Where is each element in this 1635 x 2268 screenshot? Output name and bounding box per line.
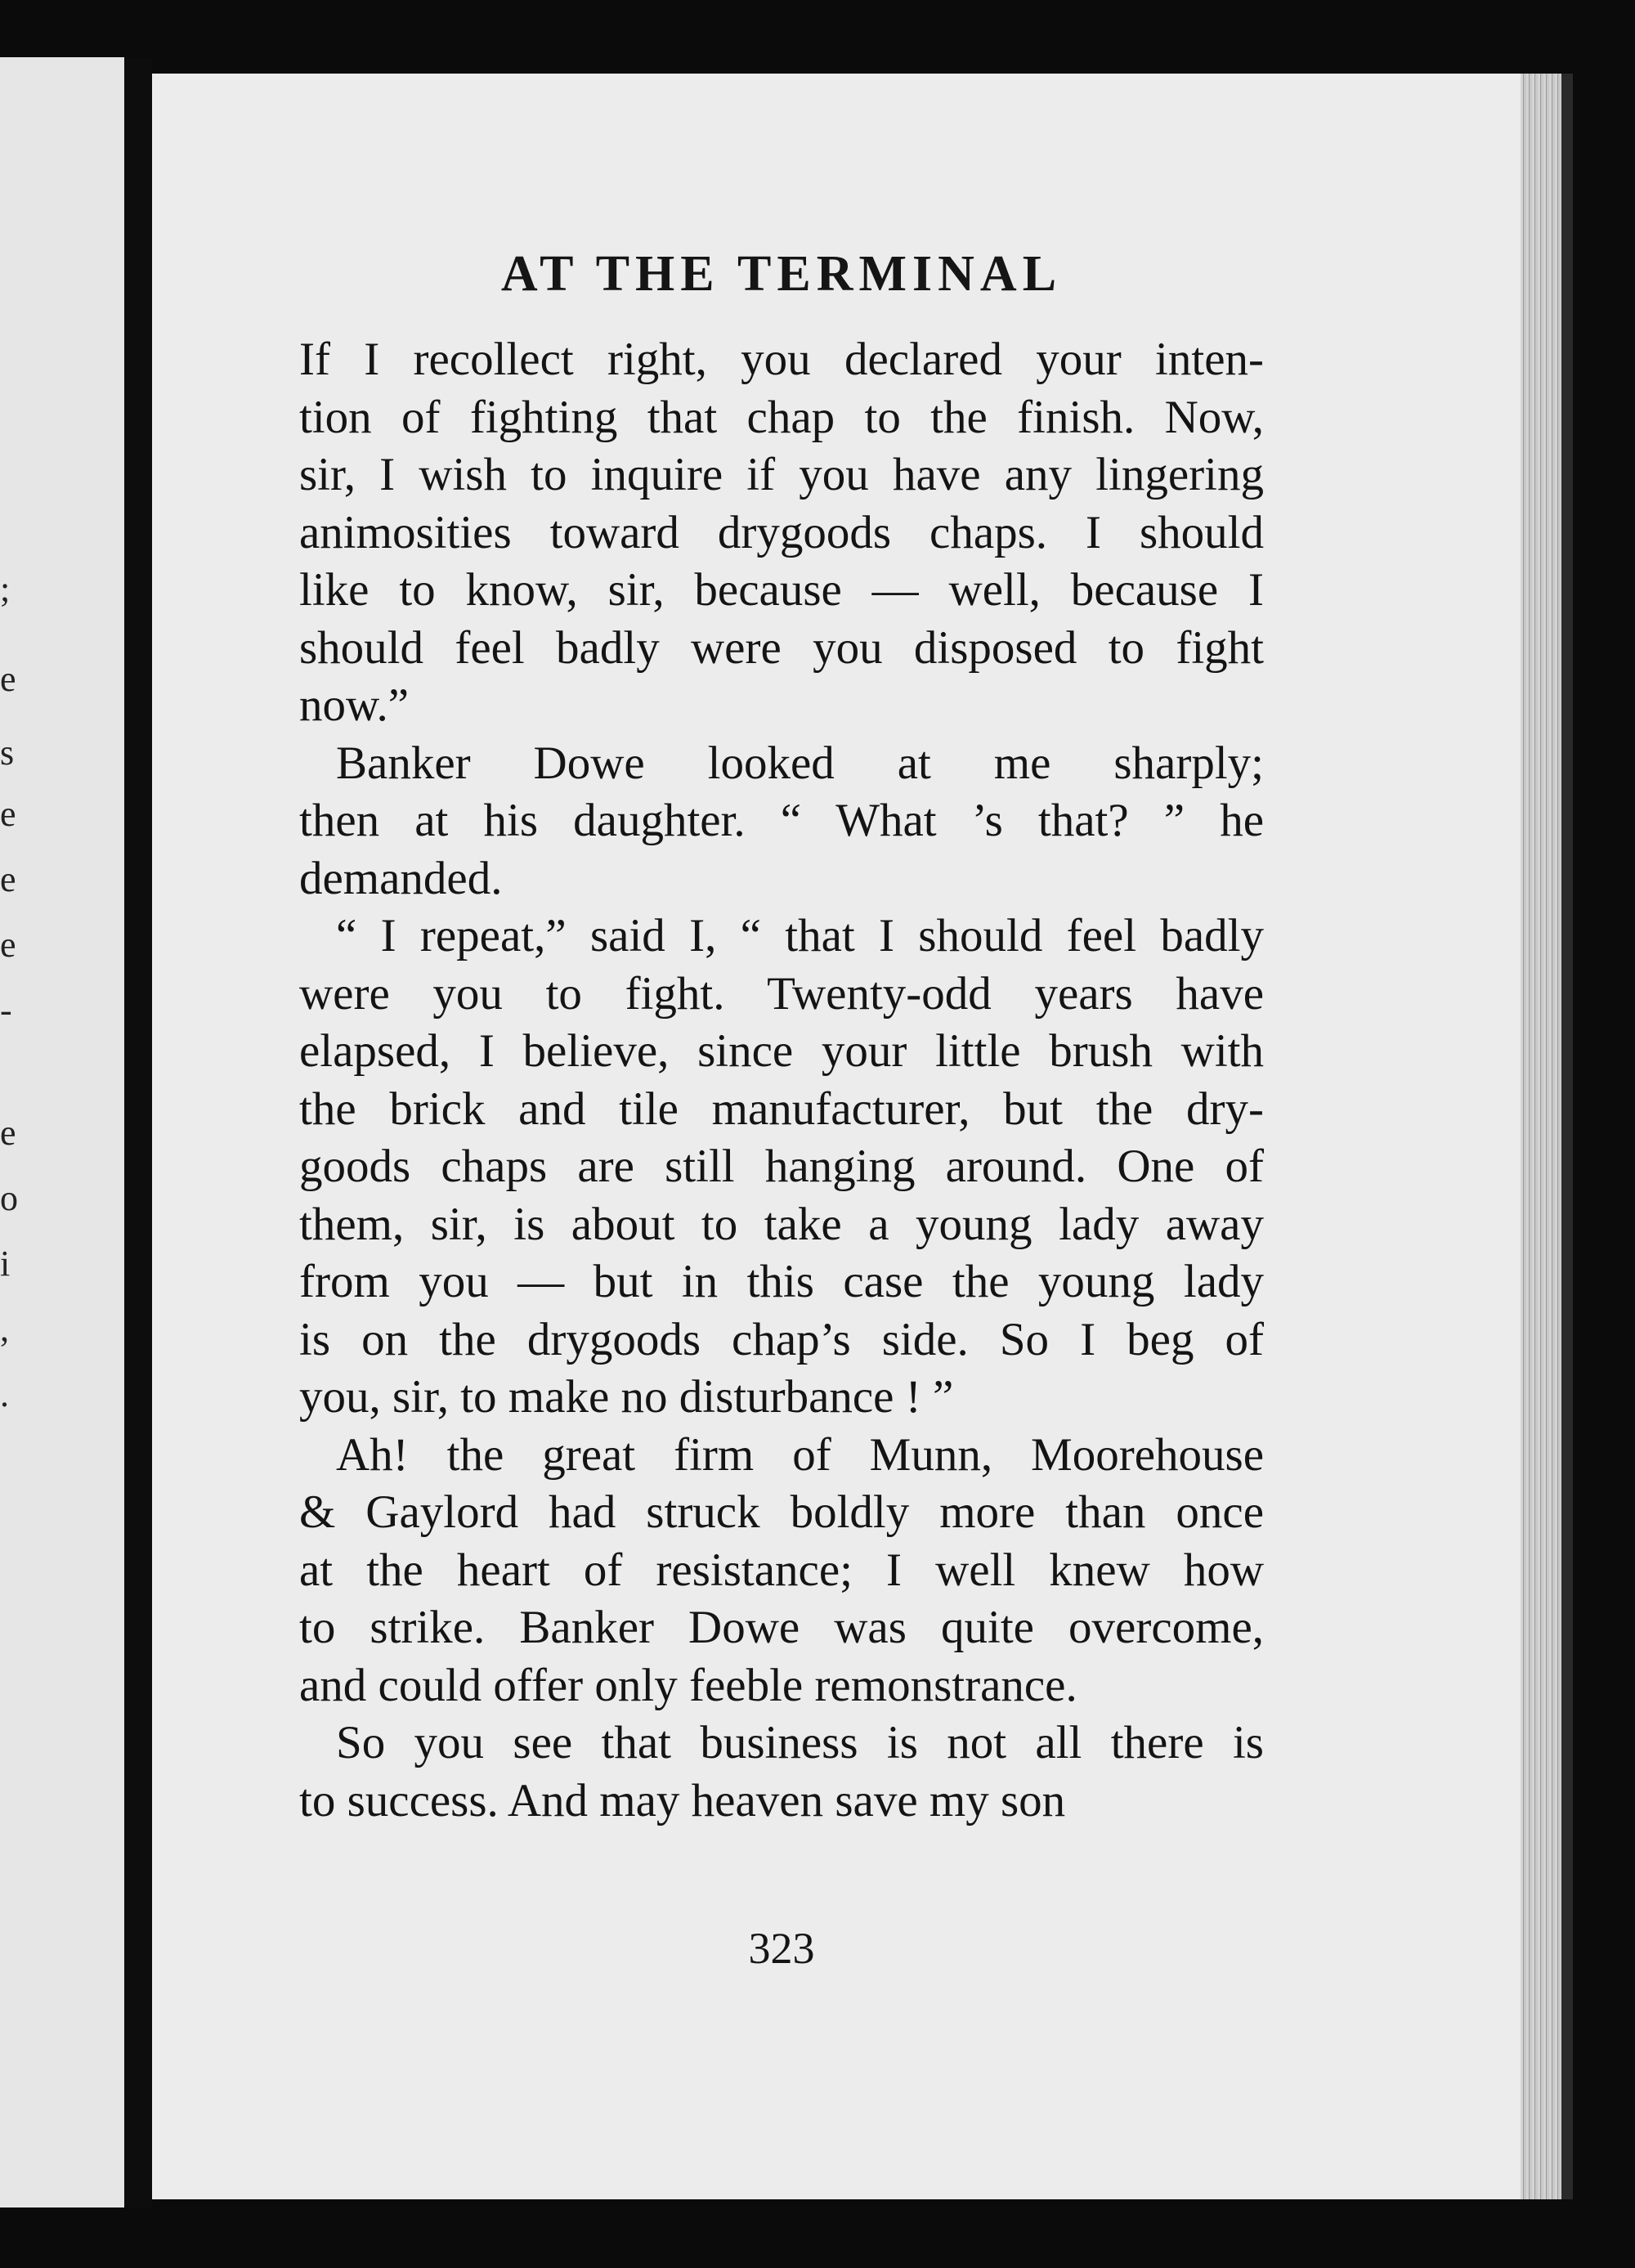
text-line: to strike. Banker Dowe was quite overcome, [299, 1602, 1264, 1653]
facing-page-text-fragment: , [0, 1309, 9, 1349]
facing-page-edge [0, 57, 124, 2207]
text-line: If I recollect right, you declared your inten- [299, 334, 1264, 385]
text-line: sir, I wish to inquire if you have any lingering [299, 449, 1264, 500]
body-text [299, 331, 1264, 1830]
facing-page-text-fragment: e [0, 794, 16, 834]
text-line: from you — but in this case the young lady [299, 1256, 1264, 1307]
facing-page-text-fragment: e [0, 925, 16, 965]
facing-page-text-fragment: ; [0, 569, 11, 609]
text-line: Ah! the great firm of Munn, Moorehouse [336, 1428, 1264, 1481]
text-line: “ I repeat,” said I, “ that I should feel badly [336, 910, 1264, 961]
book-page [152, 74, 1558, 2199]
text-line: elapsed, I believe, since your little brush with [299, 1025, 1264, 1077]
text-line: should feel badly were you disposed to fight [299, 621, 1264, 674]
text-line: goods chaps are still hanging around. One of [299, 1141, 1264, 1192]
text-line: animosities toward drygoods chaps. I should [299, 506, 1264, 558]
text-line: at the heart of resistance; I well knew how [299, 1544, 1264, 1596]
text-line: like to know, sir, because — well, because I [299, 564, 1264, 616]
text-line: were you to fight. Twenty-odd years have [299, 967, 1264, 1020]
text-line: the brick and tile manufacturer, but the dry- [299, 1082, 1264, 1135]
running-head: AT THE TERMINAL [500, 246, 1063, 302]
book-gutter [124, 57, 152, 2207]
paragraph [299, 331, 1264, 735]
text-line: Banker Dowe looked at me sharply; [336, 737, 1264, 789]
page-stack-edge [1521, 74, 1561, 2199]
facing-page-text-fragment: o [0, 1178, 18, 1218]
paragraph [299, 735, 1264, 908]
text-line: So you see that business is not all there is [336, 1717, 1264, 1768]
text-line: is on the drygoods chap’s side. So I beg of [299, 1313, 1264, 1365]
text-line: and could offer only feeble remonstrance. [299, 1659, 1077, 1711]
facing-page-text-fragment: i [0, 1244, 11, 1284]
text-line: you, sir, to make no disturbance ! ” [299, 1371, 954, 1423]
paragraph [299, 1714, 1264, 1830]
page-stack-shadow [1561, 74, 1573, 2199]
text-line: tion of fighting that chap to the finish. Now, [299, 391, 1264, 443]
page-number: 323 [748, 1924, 815, 1973]
text-line: & Gaylord had struck boldly more than once [299, 1486, 1264, 1538]
facing-page-text-fragment: e [0, 659, 16, 699]
facing-page-text-fragment: - [0, 990, 12, 1030]
text-line: demanded. [299, 852, 503, 904]
text-line: now.” [299, 679, 410, 731]
paragraph [299, 908, 1264, 1427]
facing-page-text-fragment: . [0, 1374, 9, 1414]
facing-page-text-fragment: s [0, 733, 15, 773]
facing-page-text-fragment: e [0, 1113, 16, 1153]
paragraph [299, 1427, 1264, 1715]
text-line: to success. And may heaven save my son [299, 1774, 1066, 1827]
text-line: them, sir, is about to take a young lady away [299, 1198, 1264, 1250]
facing-page-text-fragment: e [0, 859, 16, 899]
text-line: then at his daughter. “ What ’s that? ” he [299, 795, 1264, 846]
